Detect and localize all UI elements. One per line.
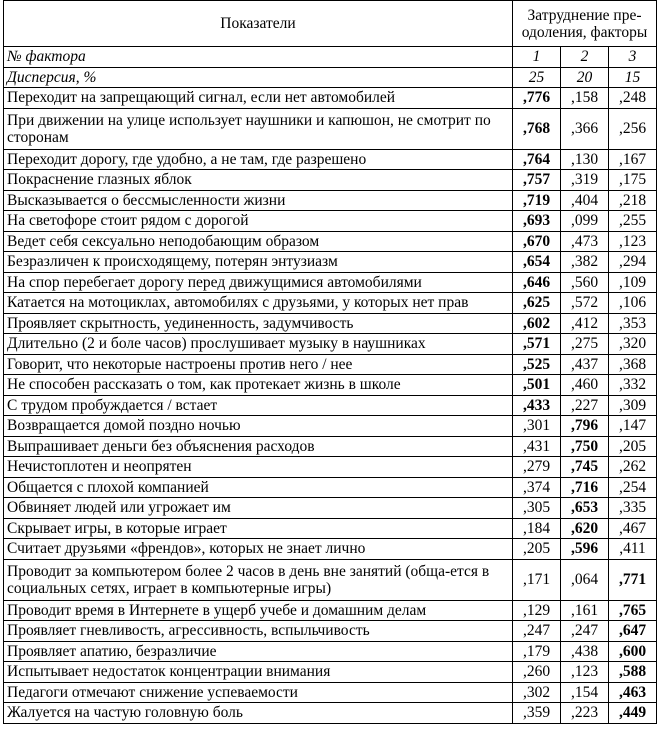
loading-factor-2: ,366 bbox=[561, 108, 609, 149]
loading-factor-2: ,750 bbox=[561, 436, 609, 457]
loading-factor-2: ,560 bbox=[561, 272, 609, 293]
loading-factor-3: ,309 bbox=[609, 395, 657, 416]
loading-factor-3: ,254 bbox=[609, 477, 657, 498]
loading-factor-2: ,745 bbox=[561, 457, 609, 478]
loading-factor-1: ,602 bbox=[513, 313, 561, 334]
indicator-label: На спор перебегает дорогу перед движущимися автомобилями bbox=[4, 272, 513, 293]
loading-factor-1: ,768 bbox=[513, 108, 561, 149]
indicator-label: Катается на мотоциклах, автомобилях с друзьями, у которых нет прав bbox=[4, 293, 513, 314]
loading-factor-3: ,765 bbox=[609, 600, 657, 621]
loading-factor-3: ,332 bbox=[609, 375, 657, 396]
indicator-label: Проявляет гневливость, агрессивность, вспыльчивость bbox=[4, 621, 513, 642]
indicator-label: Испытывает недостаток концентрации внимания bbox=[4, 662, 513, 683]
indicator-label: На светофоре стоит рядом с дорогой bbox=[4, 211, 513, 232]
loading-factor-1: ,433 bbox=[513, 395, 561, 416]
loading-factor-3: ,218 bbox=[609, 190, 657, 211]
loading-factor-3: ,353 bbox=[609, 313, 657, 334]
table-row bbox=[4, 600, 657, 621]
indicator-label: Нечистоплотен и неопрятен bbox=[4, 457, 513, 478]
loading-factor-3: ,467 bbox=[609, 518, 657, 539]
factors-header: Затруднение пре-одоления, факторы bbox=[513, 1, 657, 47]
loading-factor-2: ,620 bbox=[561, 518, 609, 539]
indicator-label: Педагоги отмечают снижение успеваемости bbox=[4, 682, 513, 703]
factor-number-3: 3 bbox=[609, 47, 657, 68]
indicator-label: Безразличен к происходящему, потерян энтузиазм bbox=[4, 252, 513, 273]
table-row bbox=[4, 88, 657, 109]
loading-factor-1: ,129 bbox=[513, 600, 561, 621]
loading-factor-3: ,320 bbox=[609, 334, 657, 355]
loading-factor-3: ,255 bbox=[609, 211, 657, 232]
loading-factor-1: ,305 bbox=[513, 498, 561, 519]
loading-factor-1: ,670 bbox=[513, 231, 561, 252]
loading-factor-1: ,171 bbox=[513, 559, 561, 600]
table-row bbox=[4, 334, 657, 355]
loading-factor-2: ,460 bbox=[561, 375, 609, 396]
table-row bbox=[4, 170, 657, 191]
loading-factor-3: ,588 bbox=[609, 662, 657, 683]
loading-factor-1: ,571 bbox=[513, 334, 561, 355]
loading-factor-3: ,335 bbox=[609, 498, 657, 519]
indicator-label: Длительно (2 и боле часов) прослушивает музыку в наушниках bbox=[4, 334, 513, 355]
loading-factor-2: ,223 bbox=[561, 703, 609, 724]
table-row bbox=[4, 703, 657, 724]
table-row bbox=[4, 354, 657, 375]
loading-factor-1: ,757 bbox=[513, 170, 561, 191]
indicator-label: Покраснение глазных яблок bbox=[4, 170, 513, 191]
loading-factor-1: ,525 bbox=[513, 354, 561, 375]
loading-factor-3: ,147 bbox=[609, 416, 657, 437]
loading-factor-1: ,646 bbox=[513, 272, 561, 293]
table-row bbox=[4, 662, 657, 683]
loading-factor-2: ,123 bbox=[561, 662, 609, 683]
loading-factor-3: ,771 bbox=[609, 559, 657, 600]
loading-factor-1: ,260 bbox=[513, 662, 561, 683]
loading-factor-2: ,275 bbox=[561, 334, 609, 355]
table-row bbox=[4, 477, 657, 498]
factor-number-1: 1 bbox=[513, 47, 561, 68]
indicator-label: При движении на улице использует наушники и капюшон, не смотрит по сторонам bbox=[4, 108, 513, 149]
loading-factor-3: ,106 bbox=[609, 293, 657, 314]
indicator-label: Проявляет скрытность, уединенность, задумчивость bbox=[4, 313, 513, 334]
indicator-label: Жалуется на частую головную боль bbox=[4, 703, 513, 724]
table-row bbox=[4, 108, 657, 149]
loading-factor-3: ,449 bbox=[609, 703, 657, 724]
table-row bbox=[4, 313, 657, 334]
indicator-label: Считает друзьями «френдов», которых не знает лично bbox=[4, 539, 513, 560]
indicator-label: Скрывает игры, в которые играет bbox=[4, 518, 513, 539]
loading-factor-1: ,693 bbox=[513, 211, 561, 232]
loading-factor-2: ,796 bbox=[561, 416, 609, 437]
loading-factor-1: ,374 bbox=[513, 477, 561, 498]
loading-factor-1: ,301 bbox=[513, 416, 561, 437]
loading-factor-2: ,161 bbox=[561, 600, 609, 621]
variance-2: 20 bbox=[561, 67, 609, 88]
indicator-label: Ведет себя сексуально неподобающим образом bbox=[4, 231, 513, 252]
loading-factor-2: ,154 bbox=[561, 682, 609, 703]
indicator-label: Говорит, что некоторые настроены против него / нее bbox=[4, 354, 513, 375]
table-row bbox=[4, 416, 657, 437]
loading-factor-2: ,412 bbox=[561, 313, 609, 334]
table-row bbox=[4, 252, 657, 273]
indicator-label: С трудом пробуждается / встает bbox=[4, 395, 513, 416]
factor-number-2: 2 bbox=[561, 47, 609, 68]
loading-factor-3: ,647 bbox=[609, 621, 657, 642]
loading-factor-1: ,302 bbox=[513, 682, 561, 703]
table-row bbox=[4, 498, 657, 519]
table-row bbox=[4, 272, 657, 293]
loading-factor-1: ,247 bbox=[513, 621, 561, 642]
indicator-label: Не способен рассказать о том, как протекает жизнь в школе bbox=[4, 375, 513, 396]
table-row bbox=[4, 559, 657, 600]
loading-factor-3: ,205 bbox=[609, 436, 657, 457]
indicator-label: Возвращается домой поздно ночью bbox=[4, 416, 513, 437]
indicator-label: Проводит за компьютером более 2 часов в день вне занятий (обща-ется в социальных сетях, играет в компьютерные игры) bbox=[4, 559, 513, 600]
loading-factor-1: ,654 bbox=[513, 252, 561, 273]
loading-factor-1: ,279 bbox=[513, 457, 561, 478]
loading-factor-2: ,404 bbox=[561, 190, 609, 211]
indicator-label: Выпрашивает деньги без объяснения расходов bbox=[4, 436, 513, 457]
loading-factor-3: ,248 bbox=[609, 88, 657, 109]
table-row bbox=[4, 621, 657, 642]
table-row bbox=[4, 682, 657, 703]
indicators-header: Показатели bbox=[4, 1, 513, 47]
loading-factor-2: ,158 bbox=[561, 88, 609, 109]
indicator-label: Переходит на запрещающий сигнал, если нет автомобилей bbox=[4, 88, 513, 109]
header-row bbox=[4, 1, 657, 47]
loading-factor-2: ,437 bbox=[561, 354, 609, 375]
loading-factor-2: ,099 bbox=[561, 211, 609, 232]
loading-factor-2: ,653 bbox=[561, 498, 609, 519]
table-row bbox=[4, 457, 657, 478]
factor-number-row bbox=[4, 47, 657, 68]
loading-factor-1: ,719 bbox=[513, 190, 561, 211]
table-row bbox=[4, 395, 657, 416]
loading-factor-1: ,205 bbox=[513, 539, 561, 560]
loading-factor-3: ,123 bbox=[609, 231, 657, 252]
indicator-label: Проводит время в Интернете в ущерб учебе и домашним делам bbox=[4, 600, 513, 621]
variance-label: Дисперсия, % bbox=[4, 67, 513, 88]
table-row bbox=[4, 375, 657, 396]
table-row bbox=[4, 539, 657, 560]
loading-factor-1: ,184 bbox=[513, 518, 561, 539]
loading-factor-2: ,438 bbox=[561, 641, 609, 662]
table-row bbox=[4, 231, 657, 252]
table-row bbox=[4, 436, 657, 457]
indicator-label: Переходит дорогу, где удобно, а не там, где разрешено bbox=[4, 149, 513, 170]
factor-loadings-table bbox=[3, 0, 657, 724]
table-row bbox=[4, 518, 657, 539]
loading-factor-2: ,596 bbox=[561, 539, 609, 560]
loading-factor-1: ,179 bbox=[513, 641, 561, 662]
variance-row bbox=[4, 67, 657, 88]
table-row bbox=[4, 211, 657, 232]
variance-3: 15 bbox=[609, 67, 657, 88]
loading-factor-3: ,175 bbox=[609, 170, 657, 191]
loading-factor-3: ,109 bbox=[609, 272, 657, 293]
loading-factor-2: ,572 bbox=[561, 293, 609, 314]
loading-factor-2: ,716 bbox=[561, 477, 609, 498]
loading-factor-2: ,247 bbox=[561, 621, 609, 642]
indicator-label: Общается с плохой компанией bbox=[4, 477, 513, 498]
loading-factor-3: ,256 bbox=[609, 108, 657, 149]
loading-factor-2: ,382 bbox=[561, 252, 609, 273]
loading-factor-3: ,167 bbox=[609, 149, 657, 170]
loading-factor-2: ,227 bbox=[561, 395, 609, 416]
loading-factor-3: ,463 bbox=[609, 682, 657, 703]
variance-1: 25 bbox=[513, 67, 561, 88]
indicator-label: Высказывается о бессмысленности жизни bbox=[4, 190, 513, 211]
loading-factor-1: ,625 bbox=[513, 293, 561, 314]
table-row bbox=[4, 149, 657, 170]
indicator-label: Проявляет апатию, безразличие bbox=[4, 641, 513, 662]
table-row bbox=[4, 293, 657, 314]
factor-number-label: № фактора bbox=[4, 47, 513, 68]
loading-factor-3: ,294 bbox=[609, 252, 657, 273]
table-row bbox=[4, 641, 657, 662]
loading-factor-3: ,368 bbox=[609, 354, 657, 375]
loading-factor-3: ,411 bbox=[609, 539, 657, 560]
loading-factor-2: ,064 bbox=[561, 559, 609, 600]
loading-factor-2: ,473 bbox=[561, 231, 609, 252]
loading-factor-1: ,359 bbox=[513, 703, 561, 724]
loading-factor-1: ,431 bbox=[513, 436, 561, 457]
loading-factor-3: ,262 bbox=[609, 457, 657, 478]
loading-factor-1: ,776 bbox=[513, 88, 561, 109]
loading-factor-1: ,501 bbox=[513, 375, 561, 396]
loading-factor-2: ,319 bbox=[561, 170, 609, 191]
table-row bbox=[4, 190, 657, 211]
indicator-label: Обвиняет людей или угрожает им bbox=[4, 498, 513, 519]
loading-factor-2: ,130 bbox=[561, 149, 609, 170]
loading-factor-1: ,764 bbox=[513, 149, 561, 170]
loading-factor-3: ,600 bbox=[609, 641, 657, 662]
